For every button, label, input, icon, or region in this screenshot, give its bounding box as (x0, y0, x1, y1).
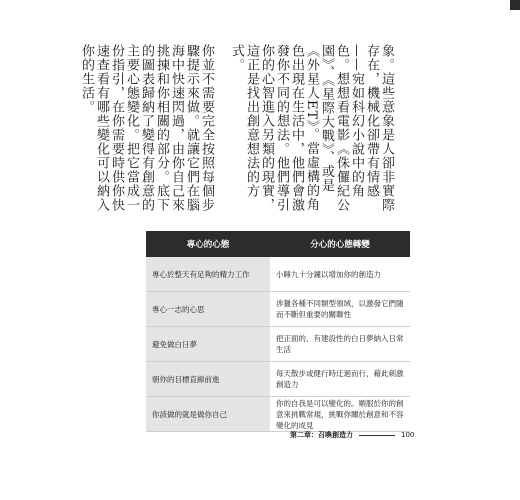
table-row (146, 397, 410, 432)
page-number: 100 (401, 431, 415, 439)
body-paragraph-1: 象。這些意象是人卻非實際存在，機械化卻帶有情感——宛如科幻小說中的角色。想想看電影《侏儸紀公園》、《星際大戰》、或是《外星人ET》。當虛構的角色出現在生活中，他們會激發你不同的想法。他們導引你的心智進入另類的現實，這正是找出創意想法的方式。 (229, 44, 394, 212)
body-text (79, 44, 394, 219)
table-row (146, 257, 410, 292)
table-row (146, 327, 410, 362)
mindset-table (146, 231, 410, 432)
header-unfocused-shift: 分心的心態轉變 (270, 231, 410, 257)
table-header-row (146, 231, 410, 257)
table-cell-unfocused: 涉獵各種不同類型領域，以激發它們隨而不斷但重要的關聯性 (270, 292, 410, 327)
page-edge-tab (510, 0, 520, 10)
table-cell-unfocused: 你的自我是可以變化的。順服於你的創意來挑戰常規，挑戰你關於創意和不容變化的成見 (270, 397, 410, 432)
table-cell-focused: 朝你的目標直線前進 (146, 362, 270, 397)
table-cell-focused: 避免做白日夢 (146, 327, 270, 362)
table-cell-unfocused: 每天散步或健行時迂迴而行，藉此刺激創造力 (270, 362, 410, 397)
table-row (146, 292, 410, 327)
table-cell-focused: 專心於整天有足夠的精力工作 (146, 257, 270, 292)
footer-rule (359, 435, 395, 436)
table-cell-focused: 你該做的就是做你自己 (146, 397, 270, 432)
table-cell-unfocused: 把正面的、有建設性的白日夢納入日常生活 (270, 327, 410, 362)
chapter-title: 第二章：召喚創造力 (290, 431, 353, 439)
table-cell-focused: 專心一志的心思 (146, 292, 270, 327)
header-focused-mindset: 專心的心態 (146, 231, 270, 257)
page-footer (290, 430, 414, 440)
body-paragraph-2: 你並不需要完全按照每個步驟提示來做。就讓它們在腦海中快速閃過，由你自己來挑揀和你相關的部分。底下的圖表歸納了變得有創意的主要心態變化。把它當成一份指引，在你需要時供你快速查看有哪些變化可以納入你的生活。 (79, 44, 214, 212)
table-row (146, 362, 410, 397)
table-cell-unfocused: 小睡九十分鐘以增加你的創造力 (270, 257, 410, 292)
